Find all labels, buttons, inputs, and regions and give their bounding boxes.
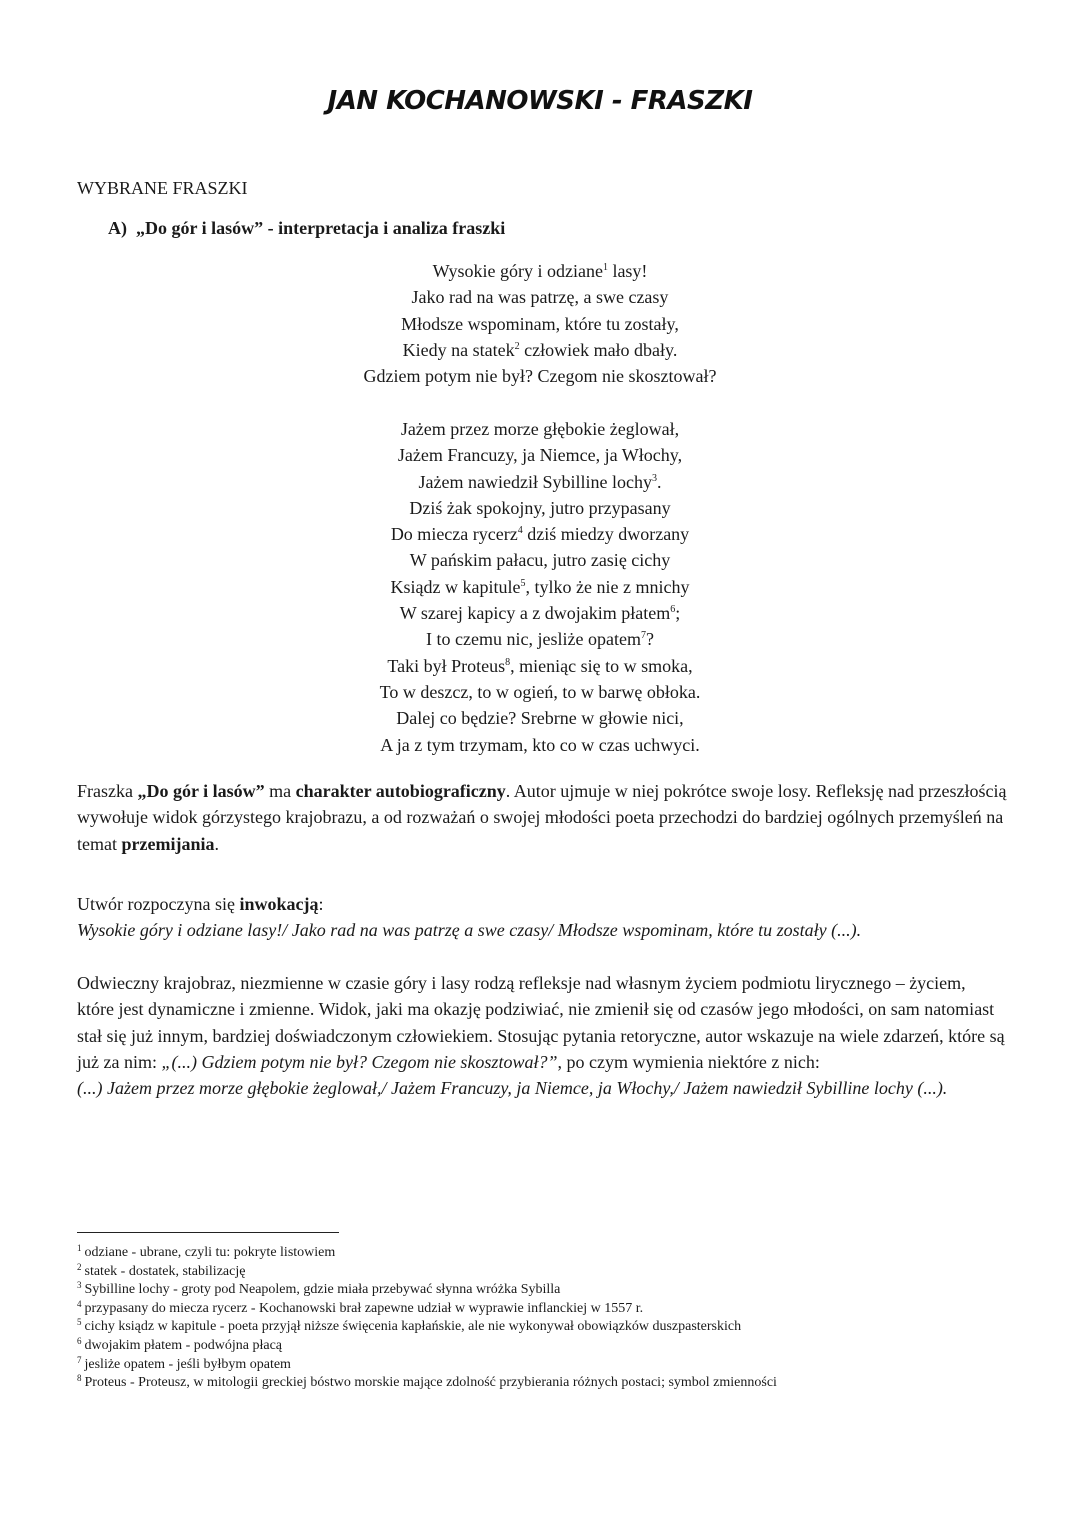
paragraph-reflection: Odwieczny krajobraz, niezmienne w czasie góry i lasy rodzą refleksje nad własnym życiem podmiotu lirycznego – życiem, które jest dynamiczne i zmienne. Widok, jaki ma okazję podziwiać, nie zmienił się od czasów jego młodości, on sam natomiast stał się już innym, bardziej doświadczonym człowiekiem. Stosując pytania retoryczne, autor wskazuje na wiele zdarzeń, które są już za nim: „(...) Gdziem potym nie był? Czegom nie skosztował?”, po czym wymienia niektóre z nich: (...) Jażem przez morze głębokie żeglował,/ Jażem Francuzy, ja Niemce, ja Włochy,/ Jażem nawiedził Sybilline lochy (...).	[77, 973, 1005, 1099]
footnote-item: $^2$ statek - dostatek, stabilizację	[77, 1261, 246, 1279]
footnote-ref: 8	[505, 656, 511, 668]
poem-line: Do miecza rycerz$^4$ dziś miedzy dworzany	[390, 524, 690, 545]
poem-stanza-1	[0, 258, 1080, 389]
footnote-item: $^4$ przypasany do miecza rycerz - Kochanowski brał zapewne udział w wyprawie inflanckiej w 1557 r.	[77, 1298, 644, 1316]
quote-invocation: Wysokie góry i odziane lasy!/ Jako rad na was patrzę a swe czasy/ Młodsze wspominam, które tu zostały (...).	[77, 920, 862, 941]
footnote-item: $^8$ Proteus - Proteusz, w mitologii greckiej bóstwo morskie mające zdolność przybierania różnych postaci; symbol zmienności	[77, 1373, 777, 1391]
poem-line: A ja z tym trzymam, kto co w czas uchwyci.	[380, 734, 700, 755]
page-title: JAN KOCHANOWSKI - FRASZKI	[327, 86, 753, 116]
footnote-item: $^5$ cichy ksiądz w kapitule - poeta przyjął niższe święcenia kapłańskie, ale nie wykonywał obowiązków duszpasterskich	[77, 1317, 742, 1335]
footnote-divider	[77, 1232, 339, 1233]
quote-travels: (...) Jażem przez morze głębokie żeglował,/ Jażem Francuzy, ja Niemce, ja Włochy,/ Jażem nawiedził Sybilline lochy (...).	[77, 1078, 948, 1099]
poem-line: Dziś żak spokojny, jutro przypasany	[409, 497, 671, 518]
poem-line: Jako rad na was patrzę, a swe czasy	[411, 287, 669, 308]
poem-stanza-2	[0, 416, 1080, 758]
footnote-ref: 7	[640, 630, 646, 642]
footnote-ref: 3	[651, 472, 657, 484]
poem-line: Młodsze wspominam, które tu zostały,	[401, 313, 679, 334]
footnote-ref: 5	[520, 577, 526, 589]
poem-line: Jażem przez morze głębokie żeglował,	[400, 419, 680, 439]
footnotes	[77, 1244, 1037, 1393]
poem-line: Ksiądz w kapitule$^5$, tylko że nie z mnichy	[390, 576, 690, 597]
poem-line: Kiedy na statek$^2$ człowiek mało dbały.	[402, 339, 678, 360]
poem-subheading: A) „Do gór i lasów” - interpretacja i analiza fraszki	[108, 218, 506, 238]
footnote-ref: 2	[514, 340, 520, 352]
poem-line: W pańskim pałacu, jutro zasię cichy	[409, 550, 671, 571]
poem-line: Dalej co będzie? Srebrne w głowie nici,	[396, 708, 684, 729]
poem-line: To w deszcz, to w ogień, to w barwę obłoka.	[379, 681, 701, 702]
paragraph-autobiographical: Fraszka „Do gór i lasów” ma charakter autobiograficzny. Autor ujmuje w niej pokrótce swoje losy. Refleksję nad przeszłością wywołuje widok górzystego krajobrazu, a od rozważań o swojej młodości poeta przechodzi do bardziej ogólnych przemyśleń na temat przemijania.	[77, 781, 1007, 854]
poem-line: Jażem nawiedził Sybilline lochy$^3$.	[418, 471, 662, 492]
poem-line: Wysokie góry i odziane$^1$ lasy!	[432, 261, 648, 281]
poem-line: Taki był Proteus$^8$, mieniąc się to w smoka,	[387, 655, 693, 676]
poem-line: Gdziem potym nie był? Czegom nie skosztował?	[363, 366, 717, 387]
footnote-ref: 1	[602, 262, 608, 273]
footnote-ref: 6	[670, 604, 676, 616]
poem-line: Jażem Francuzy, ja Niemce, ja Włochy,	[397, 445, 683, 466]
footnote-item: $^3$ Sybilline lochy - groty pod Neapolem, gdzie miała przebywać słynna wróżka Sybilla	[77, 1280, 561, 1298]
footnote-item: $^6$ dwojakim płatem - podwójna płacą	[77, 1335, 282, 1353]
footnote-item: $^1$ odziane - ubrane, czyli tu: pokryte listowiem	[77, 1243, 336, 1260]
poem-line: W szarej kapicy a z dwojakim płatem$^6$;	[399, 603, 681, 624]
poem-line: I to czemu nic, jesliże opatem$^7$?	[426, 629, 654, 650]
paragraph-invocation: Utwór rozpoczyna się inwokacją: Wysokie góry i odziane lasy!/ Jako rad na was patrzę a swe czasy/ Młodsze wspominam, które tu zostały (...).	[77, 894, 862, 941]
footnote-ref: 4	[517, 525, 523, 537]
footnote-item: $^7$ jesliże opatem - jeśli byłbym opatem	[77, 1354, 291, 1372]
section-label: WYBRANE FRASZKI	[77, 178, 248, 198]
